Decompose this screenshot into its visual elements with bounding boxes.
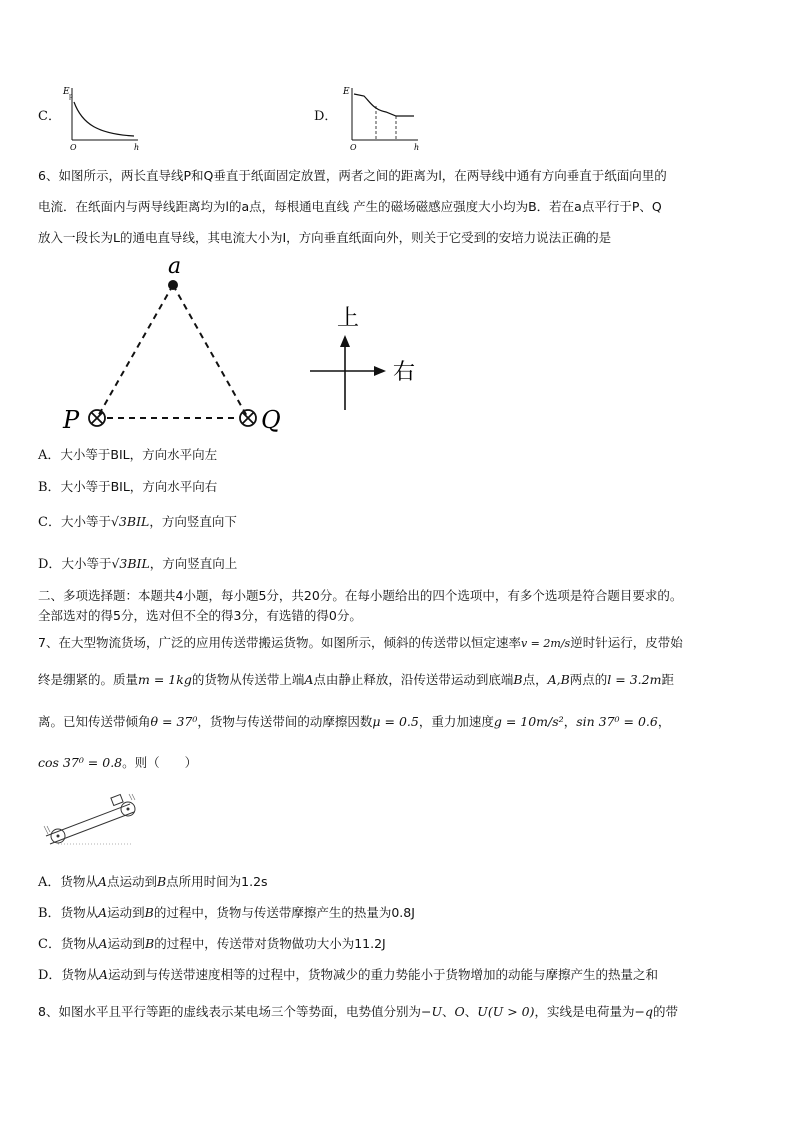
- up-arrow-head: [340, 335, 350, 347]
- section2-line1: 二、多项选择题：本题共4小题，每小题5分，共20分。在每小题给出的四个选项中，有多个选项是符合题目要求的。: [38, 588, 683, 603]
- q6-option-a: A．大小等于BIL，方向水平向左: [38, 447, 218, 463]
- q6-option-c: C．大小等于√3BIL，方向竖直向下: [38, 514, 237, 530]
- origin-label: O: [350, 143, 357, 152]
- q7-option-c: C．货物从A运动到B的过程中，传送带对货物做功大小为11.2J: [38, 936, 386, 952]
- q8-line1: 8、如图水平且平行等距的虚线表示某电场三个等势面，电势值分别为−U、O、U(U > 0)，实线是电荷量为−q的带: [38, 1004, 678, 1019]
- formula: √3BIL: [110, 514, 150, 529]
- wire-p: [89, 410, 105, 426]
- label-q: Q: [261, 406, 281, 434]
- y-axis-label: E: [343, 87, 350, 97]
- graph-c-label: C．: [38, 109, 61, 124]
- q6-option-b: B．大小等于BIL，方向水平向右: [38, 479, 218, 495]
- q7-line1: 7、在大型物流货场，广泛的应用传送带搬运货物。如图所示，倾斜的传送带以恒定速率v = 2m/s逆时针运行，皮带始: [38, 635, 683, 650]
- x-axis-label: h: [134, 143, 140, 152]
- label-up: 上: [337, 306, 360, 331]
- x-axis-label: h: [414, 143, 420, 152]
- q6-line2: 电流．在纸面内与两导线距离均为l的a点，每根通电直线 产生的磁场磁感应强度大小均为B．若在a点平行于P、Q: [38, 199, 662, 214]
- graph-d-label: D．: [314, 109, 338, 124]
- formula: √3BIL: [111, 556, 150, 571]
- graph-d: [340, 82, 425, 152]
- q6-line3: 放入一段长为L的通电直导线，其电流大小为I，方向垂直纸面向外，则关于它受到的安培力说法正确的是: [38, 230, 612, 245]
- q6-option-d: D．大小等于√3BIL，方向竖直向上: [38, 556, 238, 572]
- decay-curve: [74, 102, 134, 136]
- origin-label: O: [70, 143, 77, 152]
- section2-line2: 全部选对的得5分，选对但不全的得3分，有选错的得0分。: [38, 608, 362, 623]
- energy-curve: [354, 94, 414, 116]
- point-a: [168, 280, 178, 290]
- wire-q: [240, 410, 256, 426]
- graph-c: [60, 82, 145, 152]
- label-a: a: [168, 255, 182, 279]
- q6-figure: [55, 255, 435, 435]
- q7-line2: 终是绷紧的。质量m = 1kg的货物从传送带上端A点由静止释放，沿传送带运动到底端B点，A,B两点的l = 3.2m距: [38, 672, 674, 687]
- conveyor-figure: [40, 790, 140, 850]
- label-p: P: [63, 406, 80, 434]
- y-axis-sub: p: [69, 93, 73, 100]
- right-arrow-head: [374, 366, 386, 376]
- q7-option-b: B．货物从A运动到B的过程中，货物与传送带摩擦产生的热量为0.8J: [38, 905, 415, 921]
- y-axis-label: E: [63, 87, 70, 97]
- q7-option-a: A．货物从A点运动到B点所用时间为1.2s: [38, 874, 268, 890]
- label-right: 右: [393, 360, 416, 385]
- q7-line4: cos 37⁰ = 0.8。则（ ）: [38, 755, 198, 770]
- q6-line1: 6、如图所示，两长直导线P和Q垂直于纸面固定放置，两者之间的距离为l，在两导线中通有方向垂直于纸面向里的: [38, 168, 667, 183]
- q7-line3: 离。已知传送带倾角θ = 37⁰，货物与传送带间的动摩擦因数μ = 0.5，重力加速度g = 10m/s²，sin 37⁰ = 0.6，: [38, 714, 671, 729]
- q7-option-d: D．货物从A运动到与传送带速度相等的过程中，货物减少的重力势能小于货物增加的动能与摩擦产生的热量之和: [38, 967, 658, 983]
